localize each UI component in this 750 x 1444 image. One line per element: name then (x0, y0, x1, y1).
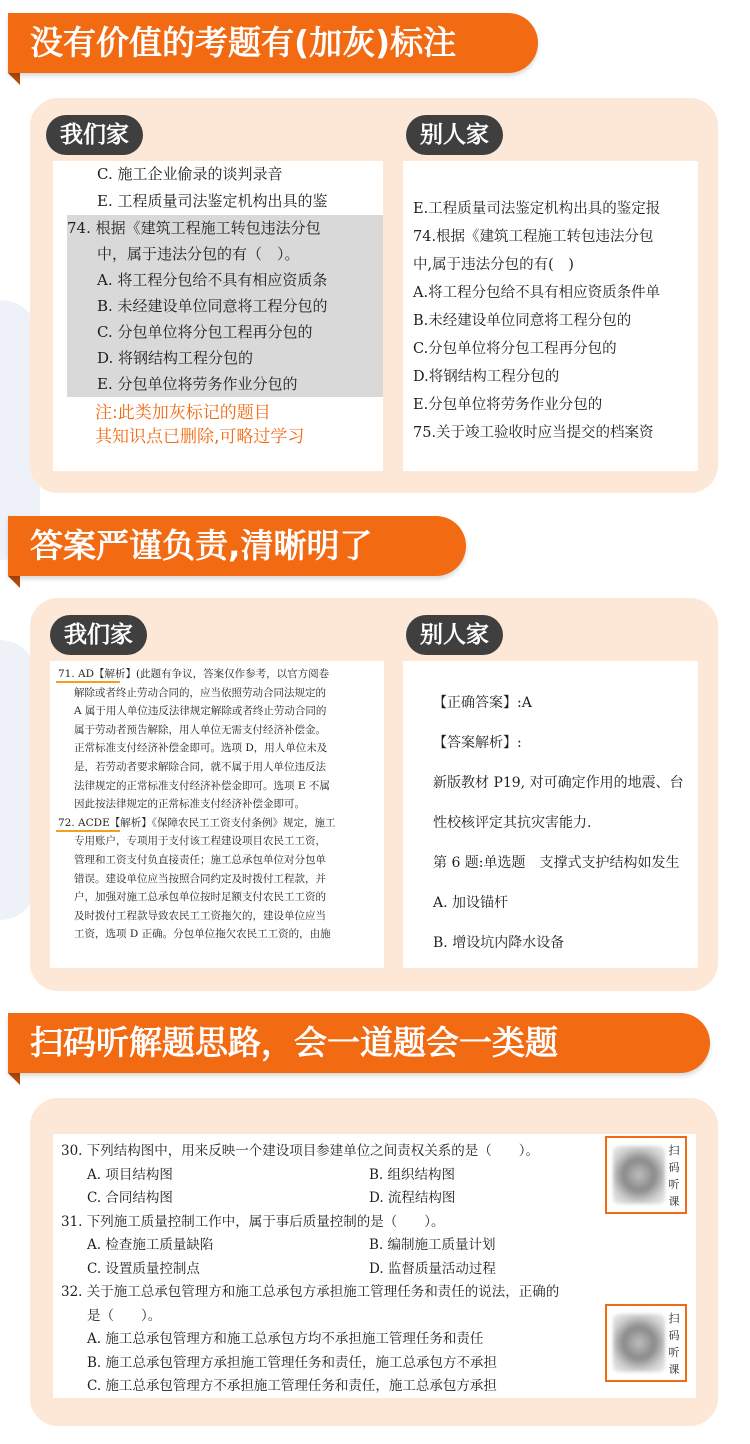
grayed-question-block (67, 215, 383, 397)
banner-notch (8, 576, 20, 588)
sample-line: 及时拨付工程款导致农民工工资拖欠的，建设单位应当 (74, 909, 326, 922)
sample-line: 正常标准支付经济补偿金即可。选项 D，用人单位未及 (74, 742, 328, 755)
sample-line: 71. AD【解析】(此题有争议，答案仅作参考，以官方阅卷 (58, 668, 330, 680)
sample-line: 是（ ）。 (87, 1307, 162, 1324)
sample-line: A. 施工总承包管理方和施工总承包方均不承担施工管理任务和责任 (87, 1331, 484, 1347)
sample-line: 中,属于违法分包的有( ) (413, 257, 574, 273)
sample-line: 属于劳动者预告解除，用人单位无需支付经济补偿金。 (74, 723, 326, 736)
section1-panel (30, 98, 718, 493)
section3-panel (30, 1098, 718, 1426)
sample-line: B. 施工总承包管理方承担施工管理任务和责任，施工总承包方不承担 (87, 1354, 498, 1371)
sample-line: E.工程质量司法鉴定机构出具的鉴定报 (413, 201, 661, 217)
option-row (61, 1187, 621, 1211)
sample-line: 72. ACDE【解析】《保障农民工工资支付条例》规定，施工 (58, 816, 336, 829)
sample-line: B. 未经建设单位同意将工程分包的 (97, 297, 328, 315)
sample-line: 专用账户，专项用于支付该工程建设项目农民工工资， (74, 835, 326, 848)
sample-line: D. 将钢结构工程分包的 (97, 349, 254, 367)
sample-line: A. 加设锚杆 (433, 895, 509, 911)
option-right: B. 组织结构图 (369, 1166, 456, 1183)
section1-banner: 没有价值的考题有(加灰)标注 (8, 13, 538, 73)
sample-line: C. 施工企业偷录的谈判录音 (97, 165, 283, 183)
sample-line: 户，加强对施工总承包单位按时足额支付农民工工资的 (74, 891, 326, 904)
option-right: B. 编制施工质量计划 (369, 1237, 496, 1253)
sample-line: A. 将工程分包给不具有相应资质条 (97, 271, 328, 289)
sample-line: 32. 关于施工总承包管理方和施工总承包方承担施工管理任务和责任的说法，正确的 (61, 1284, 560, 1300)
qr-label: 扫 码 听 课 (668, 1312, 680, 1376)
banner-notch (8, 73, 20, 85)
option-left: A. 项目结构图 (87, 1166, 173, 1183)
sample-line: 74.根据《建筑工程施工转包违法分包 (413, 229, 654, 245)
sample-line: 【正确答案】:A (433, 695, 532, 711)
note-line: 其知识点已删除,可略过学习 (95, 427, 305, 447)
option-left: C. 合同结构图 (87, 1190, 173, 1206)
qr-code-icon (613, 1146, 665, 1204)
answer-underline (56, 681, 120, 683)
sample-line: E.分包单位将劳务作业分包的 (413, 397, 603, 413)
sample-line: 解除或者终止劳动合同的，应当依照劳动合同法规定的 (74, 686, 326, 699)
sample-line: 30. 下列结构图中，用来反映一个建设项目参建单位之间责权关系的是（ ）。 (61, 1143, 540, 1159)
sample-line: 错误。建设单位应当按照合同约定及时拨付工程款，并 (74, 872, 326, 885)
note-line: 注:此类加灰标记的题目 (95, 403, 271, 423)
section3-banner: 扫码听解题思路，会一道题会一类题 (8, 1013, 710, 1073)
ours-sample-page (50, 661, 384, 968)
option-right: D. 流程结构图 (369, 1190, 456, 1206)
question-lines (61, 1140, 621, 1398)
option-row (61, 1164, 621, 1188)
option-row (61, 1234, 621, 1258)
answer-underline (56, 830, 120, 832)
sample-line: A.将工程分包给不具有相应资质条件单 (413, 285, 661, 301)
qr-code-block[interactable] (605, 1136, 687, 1214)
sample-line: 31. 下列施工质量控制工作中，属于事后质量控制的是（ ）。 (61, 1213, 445, 1230)
section2-panel (30, 598, 718, 991)
ours-tag: 我们家 (50, 615, 147, 655)
sample-line: 75.关于竣工验收时应当提交的档案资 (413, 425, 654, 441)
qr-code-icon (613, 1314, 665, 1372)
option-left: C. 设置质量控制点 (87, 1260, 200, 1277)
sample-line: C. 施工总承包管理方不承担施工管理任务和责任，施工总承包方承担 (87, 1378, 497, 1394)
sample-line: B.未经建设单位同意将工程分包的 (413, 313, 632, 329)
sample-line: E. 分包单位将劳务作业分包的 (97, 375, 298, 393)
qr-label: 扫 码 听 课 (668, 1144, 680, 1208)
theirs-sample-page (403, 161, 698, 471)
banner-notch (8, 1073, 20, 1085)
ours-tag: 我们家 (46, 115, 143, 155)
sample-line: 【答案解析】: (433, 735, 522, 751)
theirs-tag: 别人家 (406, 115, 503, 155)
gray-mark-note (53, 397, 383, 449)
sample-line: C.分包单位将分包工程再分包的 (413, 341, 617, 357)
sample-line: 是，若劳动者要求解除合同，就不属于用人单位违反法 (74, 760, 326, 773)
sample-line: 因此按法律规定的正常标准支付经济补偿金即可。 (74, 798, 305, 811)
option-row (61, 1258, 621, 1282)
theirs-sample-page (403, 661, 698, 968)
sample-line: 新版教材 P19, 对可确定作用的地震、台 (433, 775, 684, 791)
sample-line: 中，属于违法分包的有（ ）。 (97, 245, 300, 263)
sample-line: B. 增设坑内降水设备 (433, 935, 565, 951)
theirs-tag: 别人家 (406, 615, 503, 655)
option-right: D. 监督质量活动过程 (369, 1260, 496, 1277)
sample-line: 管理和工资支付负直接责任；施工总承包单位对分包单 (74, 853, 326, 866)
ours-sample-page (53, 161, 383, 471)
qr-code-block[interactable] (605, 1304, 687, 1382)
sample-line: 法律规定的正常标准支付经济补偿金即可。选项 E 不属 (74, 779, 330, 792)
sample-line: C. 分包单位将分包工程再分包的 (97, 323, 313, 341)
sample-line: 性校核评定其抗灾害能力. (433, 815, 592, 831)
sample-line: 74. 根据《建筑工程施工转包违法分包 (67, 219, 321, 237)
sample-line: 工资，选项 D 正确。分包单位拖欠农民工工资的，由施 (74, 928, 331, 941)
option-left: A. 检查施工质量缺陷 (87, 1237, 214, 1253)
sample-line: 第 6 题:单选题 支撑式支护结构如发生 (433, 855, 680, 871)
question-sample-page (53, 1134, 696, 1398)
sample-line: A 属于用人单位违反法律规定解除或者终止劳动合同的 (74, 705, 327, 718)
sample-line: D.将钢结构工程分包的 (413, 369, 560, 385)
sample-line: E. 工程质量司法鉴定机构出具的鉴 (97, 192, 328, 210)
section2-banner: 答案严谨负责,清晰明了 (8, 516, 466, 576)
